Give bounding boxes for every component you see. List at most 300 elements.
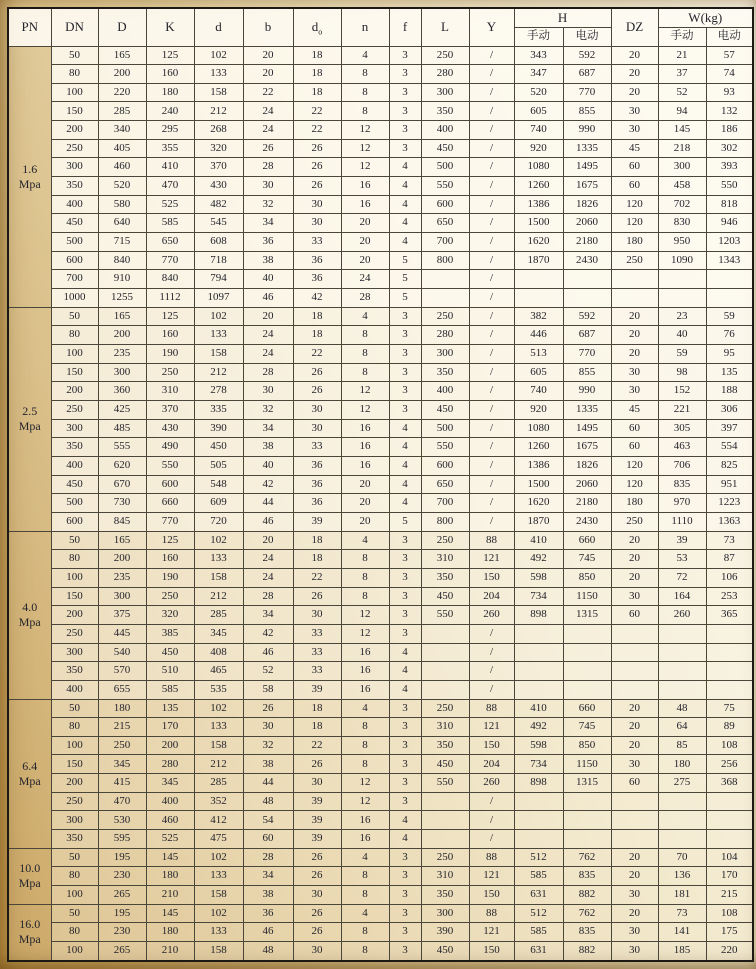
cell: [658, 792, 706, 811]
cell: /: [469, 363, 514, 382]
cell: 990: [563, 382, 611, 401]
cell: 188: [706, 382, 753, 401]
cell: 8: [341, 736, 389, 755]
cell: 408: [194, 643, 243, 662]
cell: /: [469, 65, 514, 84]
col-header-dz: DZ: [611, 8, 658, 46]
cell: 42: [293, 289, 341, 308]
cell: 3: [389, 326, 421, 345]
cell: 39: [293, 830, 341, 849]
cell: 450: [421, 400, 469, 419]
cell: 26: [243, 699, 293, 718]
cell: 3: [389, 867, 421, 886]
cell: 39: [293, 792, 341, 811]
cell: 600: [51, 251, 98, 270]
cell: 4: [389, 195, 421, 214]
cell: 492: [514, 718, 563, 737]
cell: 1386: [514, 456, 563, 475]
cell: 235: [98, 568, 146, 587]
cell: 16: [341, 438, 389, 457]
pn-value: 4.0 Mpa: [8, 531, 51, 699]
cell: 850: [563, 568, 611, 587]
cell: 12: [341, 382, 389, 401]
cell: 8: [341, 65, 389, 84]
pressure-section-2.5: [8, 307, 753, 531]
cell: 80: [51, 65, 98, 84]
cell: 215: [98, 718, 146, 737]
cell: 16: [341, 811, 389, 830]
table-row: [8, 83, 753, 102]
cell: 50: [51, 46, 98, 65]
cell: 230: [98, 867, 146, 886]
cell: 465: [194, 662, 243, 681]
table-row: [8, 400, 753, 419]
cell: 4: [389, 662, 421, 681]
cell: 310: [421, 718, 469, 737]
cell: 133: [194, 867, 243, 886]
cell: 1260: [514, 177, 563, 196]
cell: 706: [658, 456, 706, 475]
cell: 458: [658, 177, 706, 196]
cell: 700: [421, 233, 469, 252]
cell: 730: [98, 494, 146, 513]
cell: 160: [146, 326, 194, 345]
cell: 212: [194, 102, 243, 121]
cell: 400: [421, 382, 469, 401]
cell: 1675: [563, 177, 611, 196]
cell: 30: [611, 363, 658, 382]
cell: 250: [421, 531, 469, 550]
cell: 475: [194, 830, 243, 849]
cell: 360: [98, 382, 146, 401]
cell: 133: [194, 923, 243, 942]
cell: 350: [421, 363, 469, 382]
cell: 3: [389, 363, 421, 382]
cell: [514, 289, 563, 308]
cell: [658, 662, 706, 681]
cell: 1203: [706, 233, 753, 252]
cell: 430: [146, 419, 194, 438]
cell: 50: [51, 531, 98, 550]
table-row: [8, 345, 753, 364]
cell: 170: [706, 867, 753, 886]
cell: 605: [514, 102, 563, 121]
cell: 45: [611, 400, 658, 419]
cell: 320: [194, 139, 243, 158]
cell: 4: [341, 531, 389, 550]
table-row: [8, 102, 753, 121]
cell: 200: [98, 550, 146, 569]
cell: 343: [514, 46, 563, 65]
cell: 165: [98, 307, 146, 326]
table-row: [8, 904, 753, 923]
cell: 30: [243, 718, 293, 737]
cell: 4: [389, 438, 421, 457]
table-row: [8, 624, 753, 643]
cell: 20: [341, 494, 389, 513]
cell: 300: [658, 158, 706, 177]
cell: 715: [98, 233, 146, 252]
cell: 4: [389, 830, 421, 849]
cell: 3: [389, 102, 421, 121]
cell: 410: [514, 531, 563, 550]
table-row: [8, 475, 753, 494]
cell: 212: [194, 587, 243, 606]
cell: 5: [389, 270, 421, 289]
pn-value: 2.5 Mpa: [8, 307, 51, 531]
cell: 30: [611, 382, 658, 401]
cell: 250: [146, 363, 194, 382]
cell: 158: [194, 736, 243, 755]
cell: 525: [146, 830, 194, 849]
cell: /: [469, 400, 514, 419]
cell: 150: [51, 363, 98, 382]
table-row: [8, 270, 753, 289]
cell: 204: [469, 755, 514, 774]
cell: 400: [51, 680, 98, 699]
cell: 300: [51, 643, 98, 662]
cell: 210: [146, 942, 194, 961]
cell: 305: [658, 419, 706, 438]
cell: 20: [611, 345, 658, 364]
col-header-w-group: W(kg): [658, 8, 753, 27]
cell: [514, 270, 563, 289]
cell: 80: [51, 550, 98, 569]
cell: 26: [293, 177, 341, 196]
cell: 8: [341, 345, 389, 364]
cell: 39: [293, 680, 341, 699]
cell: 1150: [563, 587, 611, 606]
cell: 26: [293, 923, 341, 942]
cell: 390: [421, 923, 469, 942]
cell: 898: [514, 606, 563, 625]
cell: 34: [243, 606, 293, 625]
cell: 600: [146, 475, 194, 494]
cell: 200: [98, 65, 146, 84]
cell: [421, 289, 469, 308]
cell: 74: [706, 65, 753, 84]
cell: 180: [146, 923, 194, 942]
cell: 12: [341, 624, 389, 643]
table-row: [8, 830, 753, 849]
cell: 30: [611, 942, 658, 961]
cell: 592: [563, 46, 611, 65]
cell: 300: [421, 904, 469, 923]
cell: 22: [293, 345, 341, 364]
cell: 4: [341, 307, 389, 326]
cell: [658, 624, 706, 643]
cell: 397: [706, 419, 753, 438]
cell: 24: [243, 345, 293, 364]
cell: 16: [341, 830, 389, 849]
cell: 30: [611, 587, 658, 606]
cell: 20: [243, 46, 293, 65]
cell: 22: [293, 121, 341, 140]
cell: 20: [611, 904, 658, 923]
cell: 265: [98, 942, 146, 961]
cell: 30: [611, 886, 658, 905]
cell: 608: [194, 233, 243, 252]
cell: 57: [706, 46, 753, 65]
table-row: [8, 643, 753, 662]
cell: 158: [194, 345, 243, 364]
cell: 12: [341, 400, 389, 419]
cell: 794: [194, 270, 243, 289]
cell: 33: [293, 438, 341, 457]
cell: 463: [658, 438, 706, 457]
cell: 250: [421, 307, 469, 326]
cell: 460: [146, 811, 194, 830]
cell: 50: [51, 307, 98, 326]
cell: 300: [51, 419, 98, 438]
cell: 34: [243, 867, 293, 886]
table-row: [8, 867, 753, 886]
cell: 310: [146, 382, 194, 401]
cell: 720: [194, 512, 243, 531]
cell: 150: [51, 102, 98, 121]
cell: 1255: [98, 289, 146, 308]
cell: [611, 270, 658, 289]
col-header-b: b: [243, 8, 293, 46]
cell: 946: [706, 214, 753, 233]
cell: 300: [98, 587, 146, 606]
cell: 98: [658, 363, 706, 382]
cell: 180: [611, 233, 658, 252]
cell: 482: [194, 195, 243, 214]
cell: 26: [293, 848, 341, 867]
cell: 1315: [563, 606, 611, 625]
cell: [563, 270, 611, 289]
cell: 190: [146, 345, 194, 364]
cell: 195: [98, 904, 146, 923]
cell: 734: [514, 587, 563, 606]
cell: 60: [611, 438, 658, 457]
cell: 60: [611, 774, 658, 793]
cell: 660: [146, 494, 194, 513]
cell: 133: [194, 550, 243, 569]
cell: 106: [706, 568, 753, 587]
cell: 310: [421, 550, 469, 569]
cell: 186: [706, 121, 753, 140]
cell: 24: [341, 270, 389, 289]
cell: 345: [98, 755, 146, 774]
cell: 660: [563, 699, 611, 718]
cell: 598: [514, 736, 563, 755]
cell: 670: [98, 475, 146, 494]
cell: 3: [389, 400, 421, 419]
cell: 350: [51, 438, 98, 457]
cell: 4: [389, 475, 421, 494]
cell: 340: [98, 121, 146, 140]
cell: 24: [243, 550, 293, 569]
cell: 265: [98, 886, 146, 905]
cell: 385: [146, 624, 194, 643]
cell: 300: [51, 158, 98, 177]
table-row: [8, 65, 753, 84]
col-header-d-small: d: [194, 8, 243, 46]
cell: 150: [469, 942, 514, 961]
cell: 50: [51, 904, 98, 923]
cell: 21: [658, 46, 706, 65]
cell: 218: [658, 139, 706, 158]
cell: 4: [389, 214, 421, 233]
cell: 32: [243, 736, 293, 755]
cell: [421, 811, 469, 830]
cell: 88: [469, 699, 514, 718]
cell: [514, 624, 563, 643]
cell: 1500: [514, 214, 563, 233]
pressure-section-6.4: [8, 699, 753, 848]
table-row: [8, 680, 753, 699]
cell: 20: [341, 475, 389, 494]
cell: 85: [658, 736, 706, 755]
cell: 400: [51, 195, 98, 214]
cell: 350: [51, 662, 98, 681]
cell: 740: [514, 382, 563, 401]
cell: 412: [194, 811, 243, 830]
cell: 24: [243, 568, 293, 587]
cell: /: [469, 83, 514, 102]
cell: 370: [146, 400, 194, 419]
cell: 94: [658, 102, 706, 121]
table-row: [8, 699, 753, 718]
cell: 450: [421, 942, 469, 961]
cell: 5: [389, 251, 421, 270]
cell: /: [469, 811, 514, 830]
table-row: [8, 363, 753, 382]
cell: 335: [194, 400, 243, 419]
cell: 513: [514, 345, 563, 364]
cell: 22: [293, 102, 341, 121]
cell: [421, 662, 469, 681]
cell: 40: [243, 456, 293, 475]
cell: 1080: [514, 419, 563, 438]
cell: 58: [243, 680, 293, 699]
cell: 30: [243, 382, 293, 401]
cell: 12: [341, 139, 389, 158]
cell: [563, 811, 611, 830]
cell: 44: [243, 494, 293, 513]
cell: 882: [563, 886, 611, 905]
cell: 30: [611, 755, 658, 774]
cell: /: [469, 233, 514, 252]
cell: 3: [389, 531, 421, 550]
cell: 20: [611, 531, 658, 550]
cell: 121: [469, 923, 514, 942]
cell: 180: [658, 755, 706, 774]
cell: 1080: [514, 158, 563, 177]
cell: 34: [243, 419, 293, 438]
cell: 800: [421, 512, 469, 531]
cell: 22: [293, 568, 341, 587]
cell: 18: [293, 65, 341, 84]
cell: 835: [563, 867, 611, 886]
cell: 1335: [563, 400, 611, 419]
cell: 150: [51, 755, 98, 774]
cell: 598: [514, 568, 563, 587]
cell: 52: [243, 662, 293, 681]
cell: 631: [514, 942, 563, 961]
cell: 20: [611, 699, 658, 718]
cell: 250: [51, 139, 98, 158]
cell: 548: [194, 475, 243, 494]
table-row: [8, 587, 753, 606]
cell: 30: [293, 214, 341, 233]
cell: 120: [611, 195, 658, 214]
cell: /: [469, 475, 514, 494]
cell: 190: [146, 568, 194, 587]
cell: /: [469, 270, 514, 289]
cell: 400: [146, 792, 194, 811]
cell: /: [469, 494, 514, 513]
col-header-h-electric: 电动: [563, 27, 611, 46]
cell: 650: [421, 475, 469, 494]
cell: 405: [98, 139, 146, 158]
table-row: [8, 251, 753, 270]
cell: 8: [341, 718, 389, 737]
cell: [514, 830, 563, 849]
cell: /: [469, 345, 514, 364]
cell: 100: [51, 736, 98, 755]
cell: 145: [146, 848, 194, 867]
cell: 4: [389, 643, 421, 662]
cell: 60: [611, 419, 658, 438]
cell: 30: [611, 121, 658, 140]
cell: 158: [194, 83, 243, 102]
cell: 46: [243, 512, 293, 531]
cell: 4: [341, 46, 389, 65]
cell: 18: [293, 307, 341, 326]
cell: 3: [389, 699, 421, 718]
cell: 400: [51, 456, 98, 475]
cell: 585: [146, 214, 194, 233]
table-row: [8, 214, 753, 233]
cell: 4: [341, 904, 389, 923]
cell: 850: [563, 736, 611, 755]
cell: 350: [421, 568, 469, 587]
cell: 133: [194, 65, 243, 84]
cell: 89: [706, 718, 753, 737]
cell: [658, 643, 706, 662]
cell: 446: [514, 326, 563, 345]
cell: [421, 624, 469, 643]
cell: 8: [341, 942, 389, 961]
table-row: [8, 494, 753, 513]
cell: 855: [563, 363, 611, 382]
cell: 165: [98, 531, 146, 550]
cell: 5: [389, 289, 421, 308]
cell: 20: [243, 531, 293, 550]
cell: 150: [469, 568, 514, 587]
cell: 250: [51, 400, 98, 419]
cell: 135: [706, 363, 753, 382]
cell: 33: [293, 233, 341, 252]
cell: 12: [341, 606, 389, 625]
cell: 36: [293, 251, 341, 270]
cell: 585: [514, 923, 563, 942]
cell: 500: [51, 233, 98, 252]
cell: 76: [706, 326, 753, 345]
cell: 46: [243, 289, 293, 308]
cell: 59: [658, 345, 706, 364]
cell: 3: [389, 736, 421, 755]
cell: [706, 270, 753, 289]
cell: 20: [243, 65, 293, 84]
cell: 835: [563, 923, 611, 942]
cell: [611, 662, 658, 681]
cell: [706, 662, 753, 681]
cell: 46: [243, 643, 293, 662]
